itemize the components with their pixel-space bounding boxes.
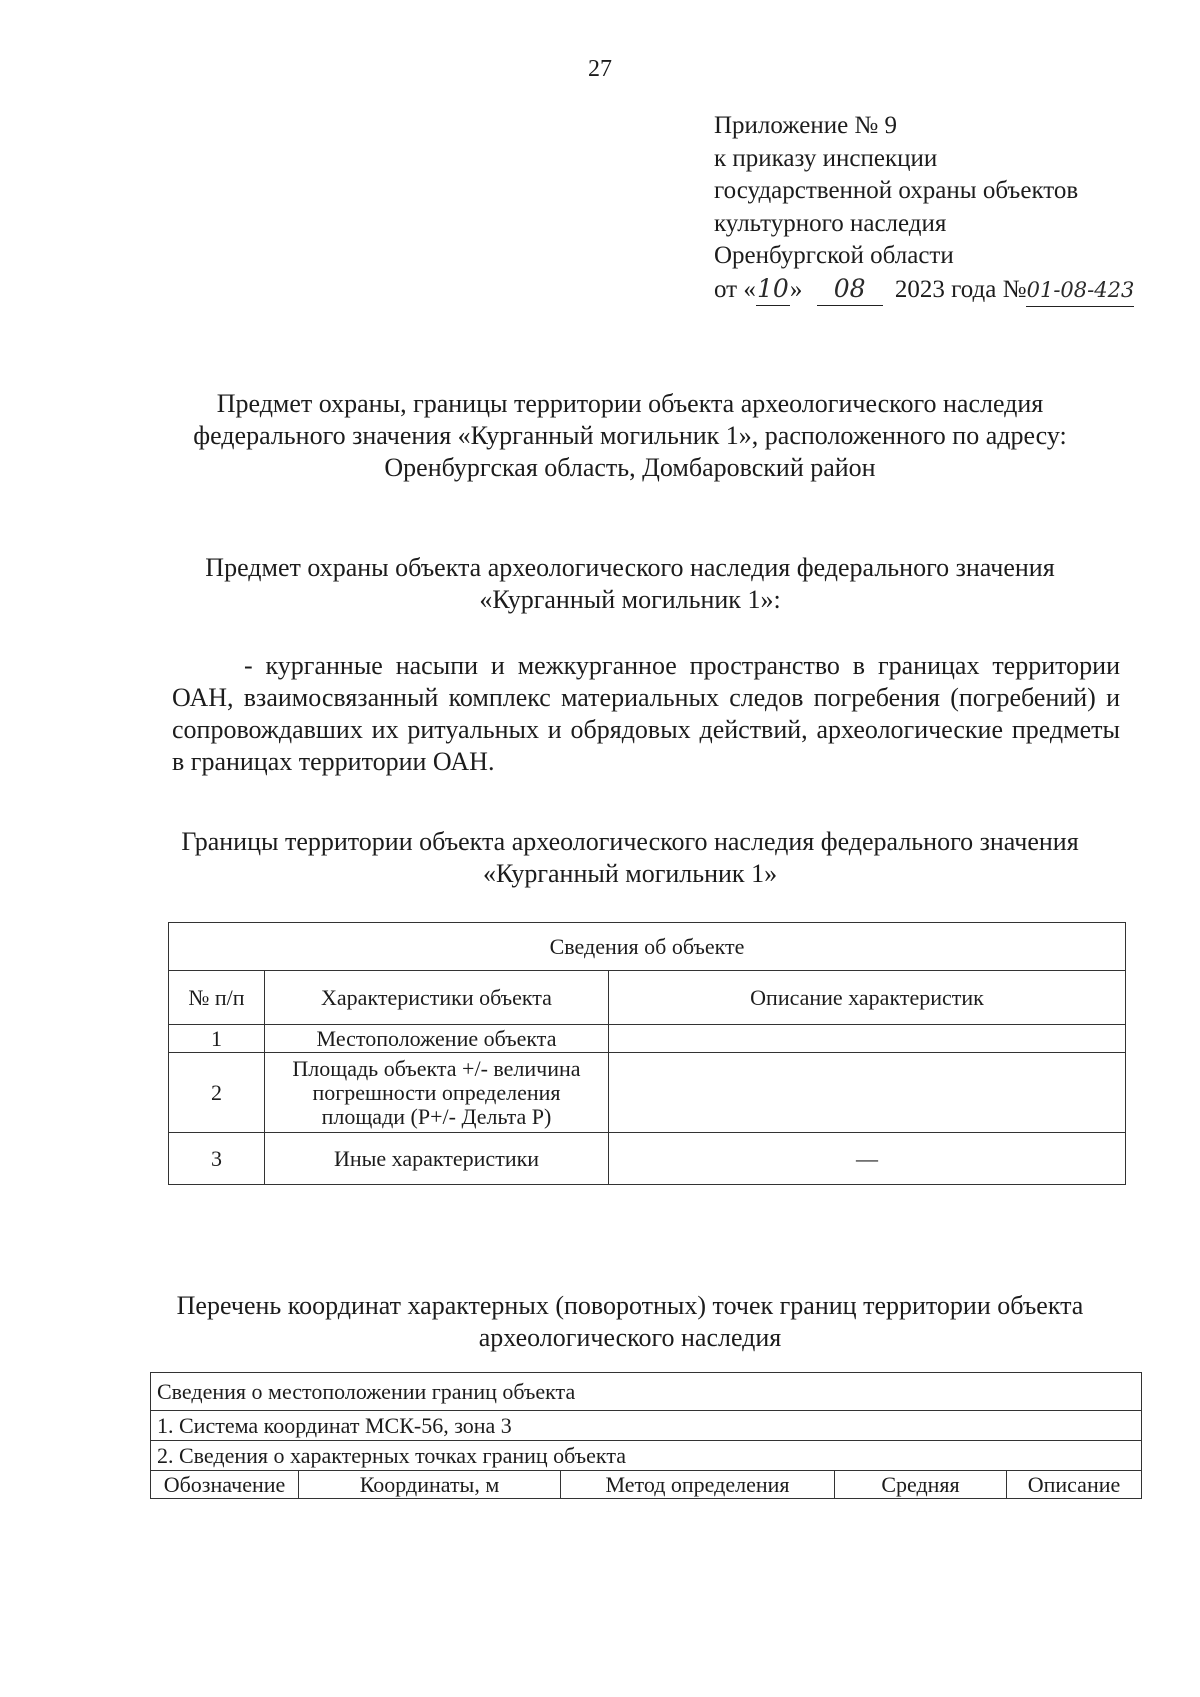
header-cell: Описание <box>1007 1471 1142 1499</box>
row-description <box>609 1025 1126 1053</box>
borders-heading: Границы территории объекта археологического наследия федерального значения «Курганный могильник 1» <box>181 827 1079 888</box>
date-month-handwritten: 08 <box>817 273 883 307</box>
appendix-line: культурного наследия <box>714 209 947 237</box>
date-year: 2023 года № <box>894 275 1027 303</box>
table-row <box>169 1053 1126 1133</box>
appendix-line: Приложение № 9 <box>714 112 898 139</box>
page-number: 27 <box>588 56 612 82</box>
appendix-block <box>714 110 1134 307</box>
header-cell: Метод определения <box>561 1471 835 1499</box>
row-description: — <box>609 1133 1126 1185</box>
table-row <box>169 1025 1126 1053</box>
row-characteristic: Площадь объекта +/- величина погрешности определения площади (Р+/- Дельта Р) <box>265 1053 609 1133</box>
row-characteristic: Иные характеристики <box>265 1133 609 1185</box>
header-cell: Характеристики объекта <box>265 971 609 1025</box>
row-number: 2 <box>169 1053 265 1133</box>
header-cell: Описание характеристик <box>609 971 1126 1025</box>
date-prefix: от « <box>714 275 756 303</box>
row-description <box>609 1053 1126 1133</box>
row-number: 3 <box>169 1133 265 1185</box>
date-mid: » <box>789 275 803 303</box>
coords-row-location: Сведения о местоположении границ объекта <box>151 1373 1142 1411</box>
subject-text: - курганные насыпи и межкурганное пространство в границах территории ОАН, взаимосвязанный комплекс материальных следов погребения (погребений) и сопровождавших их ритуальных и обрядовых действий, археологические предметы в границах территории ОАН. <box>172 651 1120 776</box>
row-number: 1 <box>169 1025 265 1053</box>
header-cell: Обозначение <box>151 1471 299 1499</box>
subject-paragraph <box>172 650 1120 778</box>
appendix-line: к приказу инспекции <box>714 144 938 172</box>
header-cell: № п/п <box>169 971 265 1025</box>
header-cell: Средняя <box>835 1471 1007 1499</box>
subject-heading: Предмет охраны объекта археологического наследия федерального значения «Курганный могильник 1»: <box>205 553 1055 614</box>
coords-row-points: 2. Сведения о характерных точках границ объекта <box>151 1441 1142 1471</box>
object-table-caption: Сведения об объекте <box>169 923 1126 971</box>
date-day-handwritten: 10 <box>756 273 790 307</box>
coords-table <box>150 1372 1142 1499</box>
object-info-table <box>168 922 1126 1185</box>
document-title: Предмет охраны, границы территории объекта археологического наследия федерального значения «Курганный могильник 1», расположенного по адресу: Оренбургская область, Домбаровский район <box>193 389 1067 482</box>
coords-row-system: 1. Система координат МСК-56, зона 3 <box>151 1411 1142 1441</box>
appendix-line: Оренбургской области <box>714 242 954 269</box>
header-cell: Координаты, м <box>299 1471 561 1499</box>
appendix-line: государственной охраны объектов <box>714 177 1079 204</box>
table-row <box>169 1133 1126 1185</box>
row-characteristic: Местоположение объекта <box>265 1025 609 1053</box>
coords-heading: Перечень координат характерных (поворотных) точек границ территории объекта археологического наследия <box>176 1291 1084 1352</box>
order-number-handwritten: 01-08-423 <box>1026 274 1134 308</box>
appendix-date-line <box>714 273 1134 308</box>
